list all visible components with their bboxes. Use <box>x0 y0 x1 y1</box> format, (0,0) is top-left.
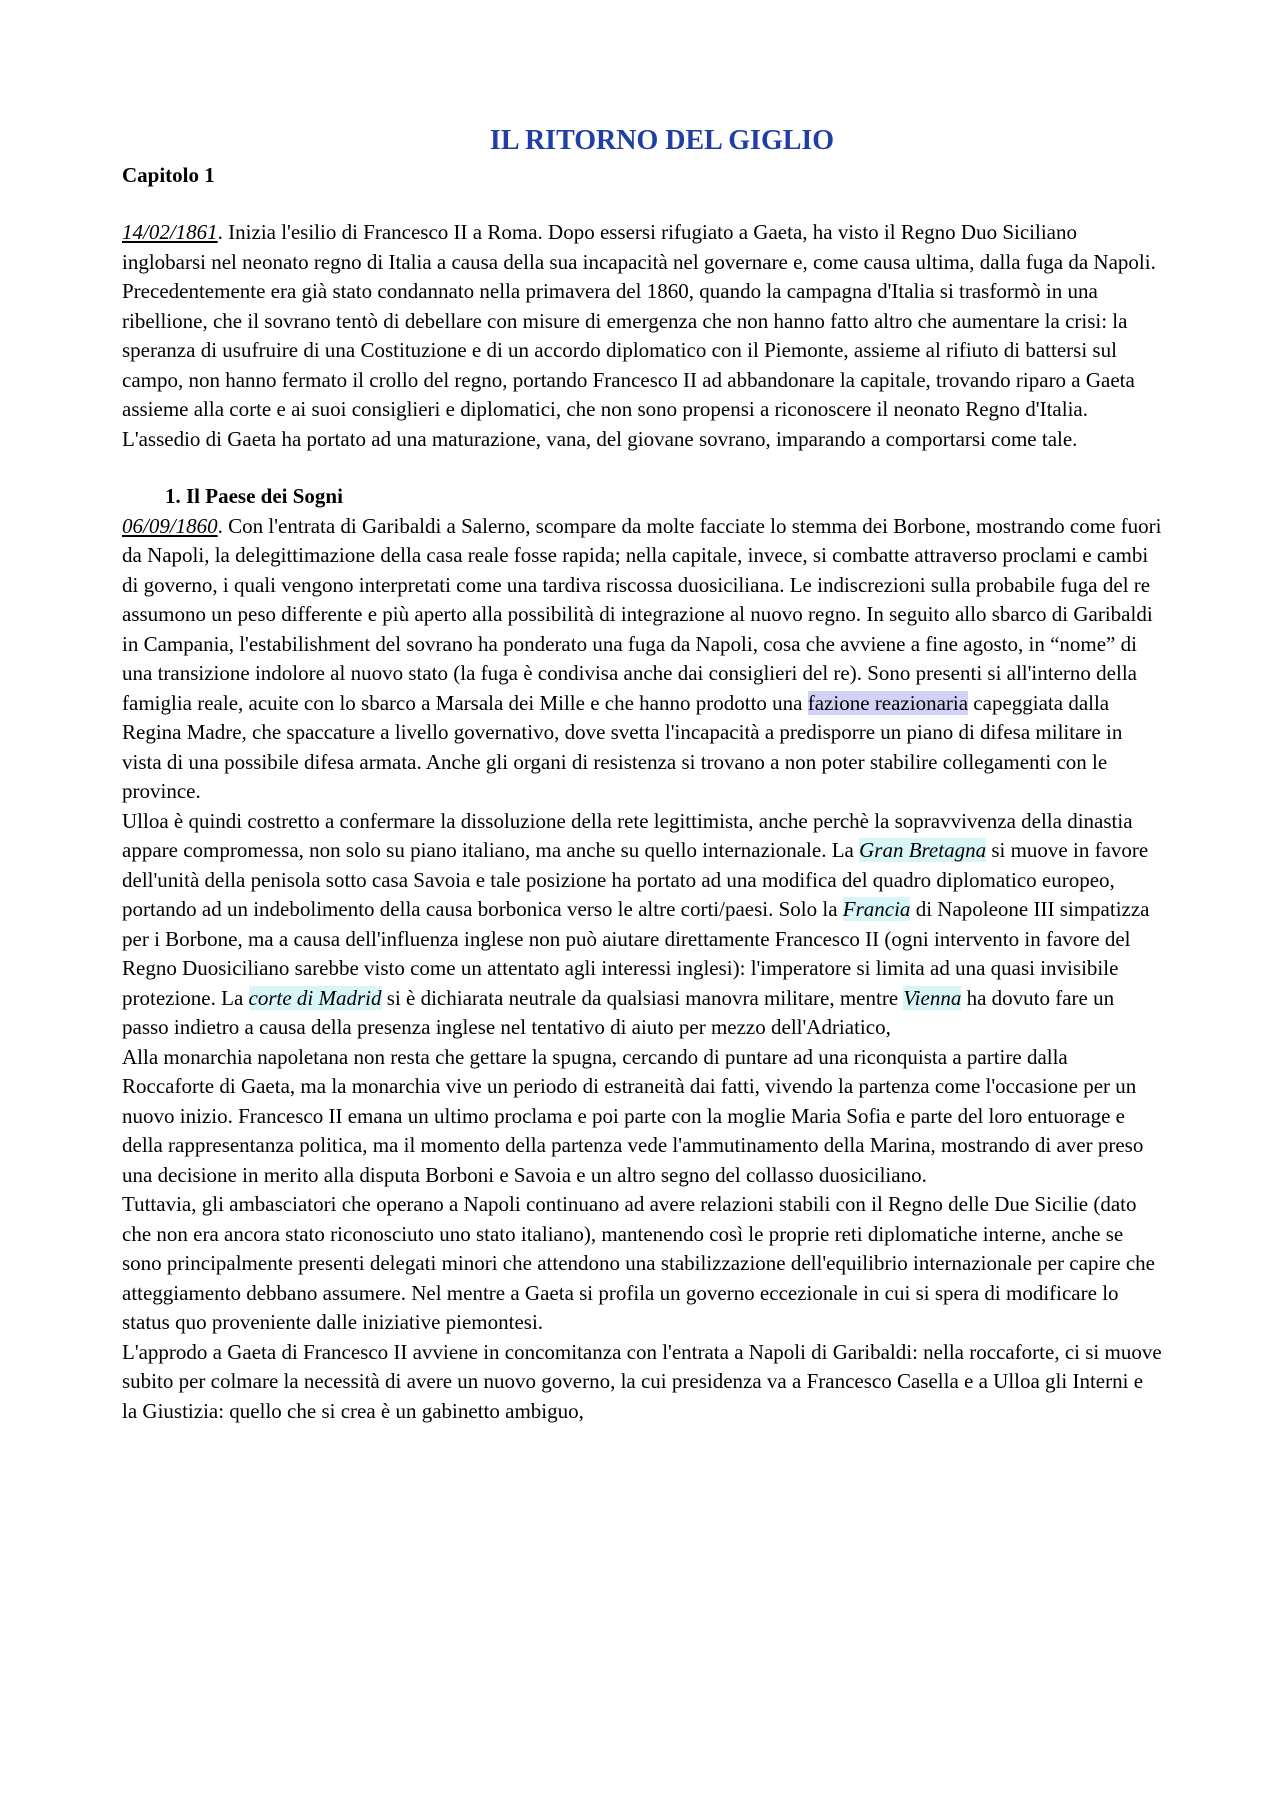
highlight-fazione: fazione reazionaria <box>807 690 969 715</box>
intro-text: . Inizia l'esilio di Francesco II a Roma. Dopo essersi rifugiato a Gaeta, ha visto il Regno Duo Siciliano inglobarsi nel neonato regno di Italia a causa della sua incapacità nel governare e, come causa ultima, dalla fuga da Napoli. Precedentemente era già stato condannato nella primavera del 1860, quando la campagna d'Italia si trasformò in una ribellione, che il sovrano tentò di debellare con misure di emergenza che non hanno fatto altro che aumentare la crisi: la speranza di usufruire di una Costituzione e di un accordo diplomatico con il Piemonte, assieme al rifiuto di battersi sul campo, non hanno fermato il crollo del regno, portando Francesco II ad abbandonare la capitale, trovando riparo a Gaeta assieme alla corte e ai suoi consiglieri e diplomatici, che non sono propensi a riconoscere il neonato Regno d'Italia. L'assedio di Gaeta ha portato ad una maturazione, vana, del giovane sovrano, imparando a comportarsi come tale. <box>122 220 1156 451</box>
paragraph-text: . Con l'entrata di Garibaldi a Salerno, scompare da molte facciate lo stemma dei Borbone, mostrando come fuori da Napoli, la delegittimazione della casa reale fosse rapida; nella capitale, invece, si combatte attraverso proclami e cambi di governo, i quali vengono interpretati come una tardiva riscossa duosiciliana. Le indiscrezioni sulla probabile fuga del re assumono un peso differente e più aperto alla possibilità di integrazione al nuovo regno. In seguito allo sbarco di Garibaldi in Campania, l'estabilishment del sovrano ha ponderato una fuga da Napoli, cosa che avviene a fine agosto, in “nome” di una transizione indolore al nuovo stato (la fuga è condivisa anche dai consiglieri del re). Sono presenti si all'interno della famiglia reale, acuite con lo sbarco a Marsala dei Mille e che hanno prodotto una <box>122 513 1162 715</box>
document-page <box>122 124 1162 1426</box>
paragraph-text: ha dovuto fare un passo indietro a causa della presenza inglese nel tentativo di aiuto per mezzo dell'Adriatico, <box>122 985 1115 1039</box>
paragraph-text: si è dichiarata neutrale da qualsiasi manovra militare, mentre <box>381 985 904 1010</box>
highlight-francia: Francia <box>842 897 911 921</box>
paragraph-text: capeggiata dalla Regina Madre, che spaccature a livello governativo, dove svetta l'incapacità a predisporre un piano di difesa militare in vista di una possibile difesa armata. Anche gli organi di resistenza si trovano a non poter stabilire collegamenti con le province. <box>122 690 1123 803</box>
intro-date: 14/02/1861 <box>122 220 218 244</box>
paragraph-text: si muove in favore dell'unità della penisola sotto casa Savoia e tale posizione ha portato ad una modifica del quadro diplomatico europeo, portando ad un indebolimento della causa borbonica verso le altre corti/paesi. Solo la <box>122 838 1149 921</box>
section-paragraph-5: L'approdo a Gaeta di Francesco II avviene in concomitanza con l'entrata a Napoli di Garibaldi: nella roccaforte, ci si muove subito per colmare la necessità di avere un nuovo governo, la cui presidenza va a Francesco Casella e a Ulloa gli Interni e la Giustizia: quello che si crea è un gabinetto ambiguo, <box>122 1339 1162 1423</box>
paragraph-text: Ulloa è quindi costretto a confermare la dissoluzione della rete legittimista, anche perchè la sopravvivenza della dinastia appare compromessa, non solo su piano italiano, ma anche su quello internazionale. La <box>122 808 1133 862</box>
section-paragraph-1 <box>122 512 1162 807</box>
section-paragraph-3: Alla monarchia napoletana non resta che gettare la spugna, cercando di puntare ad una riconquista a partire dalla Roccaforte di Gaeta, ma la monarchia vive un periodo di estraneità dai fatti, vivendo la partenza come l'occasione per un nuovo inizio. Francesco II emana un ultimo proclama e poi parte con la moglie Maria Sofia e parte del loro entuorage e della rappresentanza politica, ma il momento della partenza vede l'ammutinamento della Marina, mostrando di aver preso una decisione in merito alla disputa Borboni e Savoia e un altro segno del collasso duosiciliano. <box>122 1044 1144 1187</box>
section-paragraph-2 <box>122 807 1162 1043</box>
intro-paragraph <box>122 218 1162 454</box>
highlight-gran-bretagna: Gran Bretagna <box>859 838 987 862</box>
highlight-vienna: Vienna <box>903 985 962 1010</box>
highlight-corte-di-madrid: corte di Madrid <box>248 985 382 1010</box>
section-date: 06/09/1860 <box>122 513 218 538</box>
paragraph-text: di Napoleone III simpatizza per i Borbone, ma a causa dell'influenza inglese non può aiutare direttamente Francesco II (ogni intervento in favore del Regno Duosiciliano sarebbe visto come un attentato agli interessi inglesi): l'imperatore si limita ad una quasi invisibile protezione. La <box>122 897 1150 1010</box>
document-title: IL RITORNO DEL GIGLIO <box>489 125 835 156</box>
chapter-heading: Capitolo 1 <box>122 163 215 187</box>
section-heading: 1. Il Paese dei Sogni <box>165 484 343 508</box>
section-paragraph-4: Tuttavia, gli ambasciatori che operano a Napoli continuano ad avere relazioni stabili con il Regno delle Due Sicilie (dato che non era ancora stato riconosciuto uno stato italiano), mantenendo così le proprie reti diplomatiche interne, anche se sono principalmente presenti delegati minori che attendono una stabilizzazione dell'equilibrio internazionale per capire che atteggiamento debbano assumere. Nel mentre a Gaeta si profila un governo eccezionale in cui si spera di modificare lo status quo proveniente dalle iniziative piemontesi. <box>122 1192 1155 1334</box>
